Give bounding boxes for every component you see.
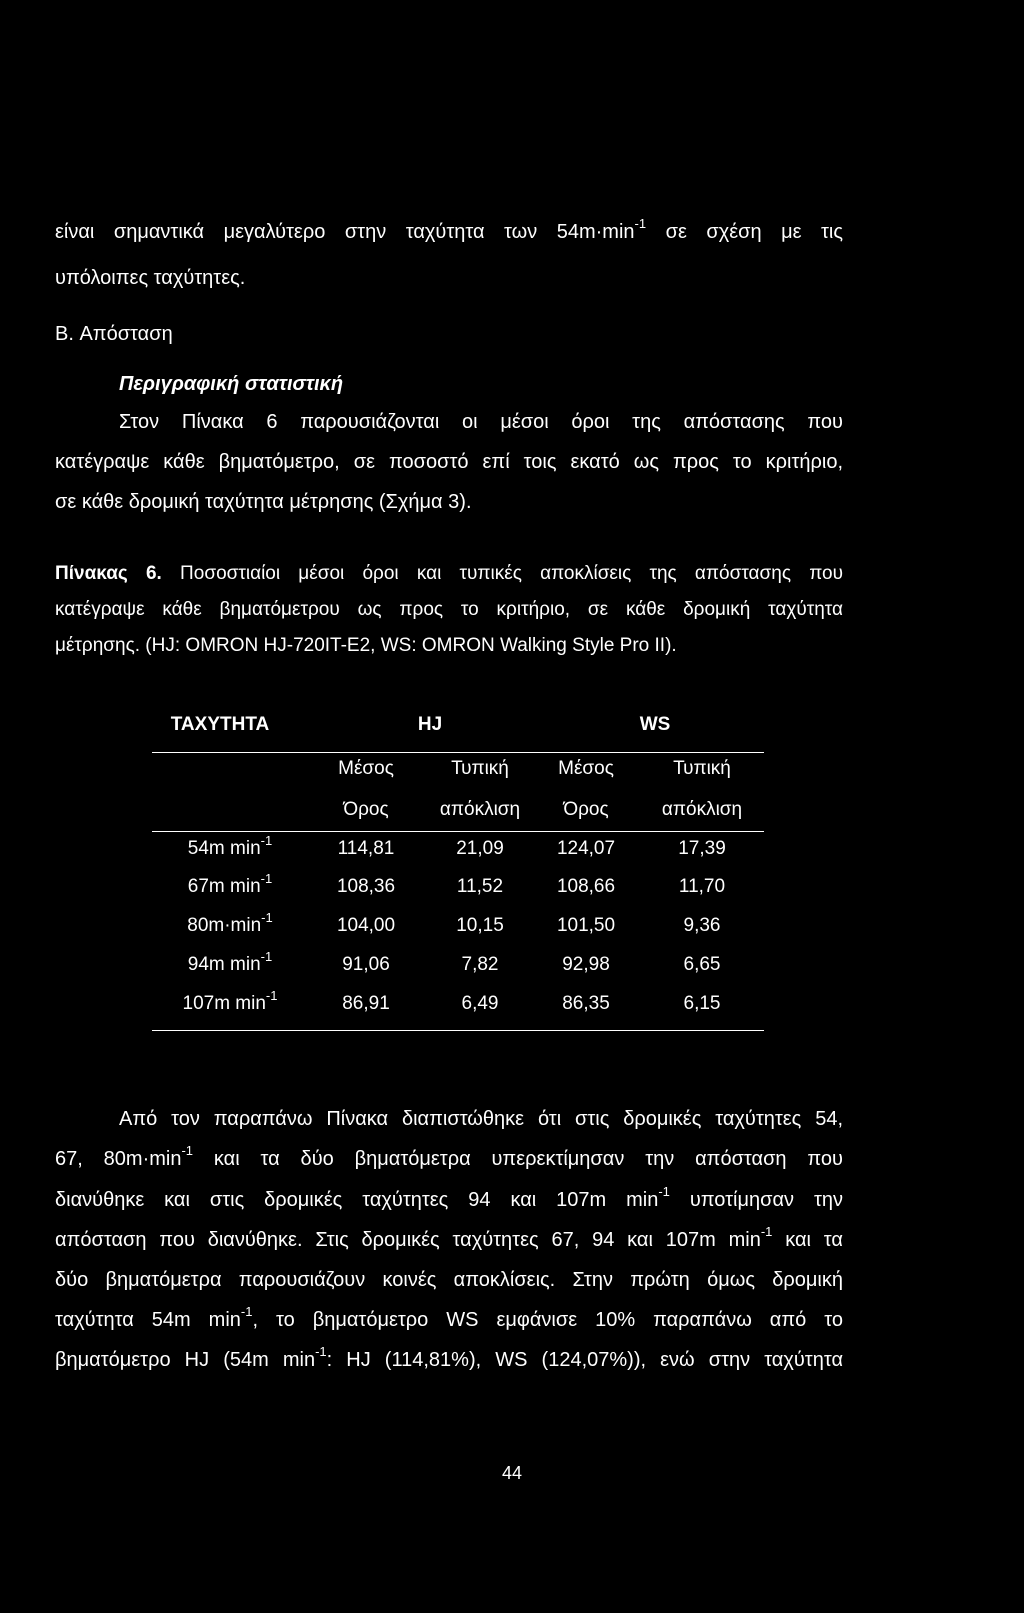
row-3-hj-mean: 104,00 [336, 915, 396, 936]
conclusion-line-3: διανύθηκε και στις δρομικές ταχύτητες 94 και 107m $\min^{-1} \upsilon\pi o\tau ί\mu\eta\sigma\alpha\nu$ την [55, 1184, 843, 1211]
row-5-hj-sd: 6,49 [461, 993, 499, 1014]
row-5-hj-mean: 86,91 [342, 993, 390, 1014]
subheader-ws-mean-2: Όρος [563, 799, 609, 820]
row-1-hj-mean: 114,81 [337, 838, 395, 859]
subsection-heading: Περιγραφική στατιστική [119, 373, 344, 395]
row-2-hj-sd: 11,52 [456, 876, 504, 897]
row-1-ws-sd: 17,39 [678, 838, 726, 859]
conclusion-line-5: δύο βηματόμετρα παρουσιάζουν κοινές αποκλίσεις. Στην πρώτη όμως δρομική [55, 1269, 843, 1291]
subheader-hj-mean-1: Μέσος [338, 758, 394, 779]
row-3-ws-sd: 9,36 [683, 915, 721, 936]
row-3-speed: $80m\cdot\min^{-1}$ [187, 909, 273, 936]
table-caption-line-2: κατέγραψε κάθε βηματόμετρου ως προς το κριτήριο, σε κάθε δρομική ταχύτητα [55, 599, 843, 620]
row-2-speed: 67m $\min^{-1}$ [187, 870, 273, 897]
table-caption-line-1: Πίνακας 6. Ποσοστιαίοι μέσοι όροι και τυπικές αποκλίσεις της απόστασης που [55, 563, 843, 584]
subheader-hj-mean-2: Όρος [343, 799, 389, 820]
subheader-ws-sd-2: απόκλιση [661, 799, 743, 820]
intro-paragraph-line-1: Στον Πίνακα 6 παρουσιάζονται οι μέσοι όροι της απόστασης που [119, 411, 843, 433]
row-1-speed: 54m $\min^{-1}$ [187, 832, 273, 859]
row-3-ws-mean: 101,50 [556, 915, 616, 936]
subheader-ws-sd-1: Τυπική [673, 758, 731, 779]
row-2-ws-sd: 11,70 [678, 876, 726, 897]
row-4-hj-sd: 7,82 [461, 954, 499, 975]
table-caption-label: Πίνακας 6. [55, 563, 162, 584]
table-caption-line-3: μέτρησης. (HJ: OMRON HJ-720IT-E2, WS: OMRON Walking Style Pro II). [55, 635, 677, 656]
conclusion-line-2: 67, $80m\cdot\min^{-1}$ και τα δύο βηματόμετρα υπερεκτίμησαν την απόσταση που [55, 1143, 843, 1170]
row-1-hj-sd: 21,09 [456, 838, 504, 859]
row-4-hj-mean: 91,06 [342, 954, 390, 975]
conclusion-line-1: Από τον παραπάνω Πίνακα διαπιστώθηκε ότι στις δρομικές ταχύτητες 54, [119, 1108, 843, 1130]
header-speed: ΤΑΧΥΤΗΤΑ [170, 714, 270, 735]
section-heading: B. Απόσταση [55, 323, 173, 345]
row-4-speed: 94m $\min^{-1}$ [187, 948, 273, 975]
header-ws: WS [639, 714, 671, 735]
header-hj: HJ [417, 714, 443, 735]
row-5-ws-mean: 86,35 [562, 993, 610, 1014]
page-number: 44 [501, 1463, 523, 1483]
table-rule-top [152, 752, 764, 753]
subheader-hj-sd-2: απόκλιση [439, 799, 521, 820]
top-paragraph-line-1: είναι σημαντικά μεγαλύτερο στην ταχύτητα των $54m\cdot\min^{-1}$ σε σχέση με τις [55, 216, 843, 243]
conclusion-line-6: ταχύτητα 54m $\min^{-1}$, το βηματόμετρο WS εμφάνισε 10% παραπάνω από το [55, 1304, 843, 1331]
intro-paragraph-line-3: σε κάθε δρομική ταχύτητα μέτρησης (Σχήμα 3). [55, 491, 472, 513]
subheader-ws-mean-1: Μέσος [558, 758, 614, 779]
table-rule-middle [152, 831, 764, 832]
subheader-hj-sd-1: Τυπική [451, 758, 509, 779]
row-4-ws-sd: 6,65 [683, 954, 721, 975]
row-5-speed: 107m $\min^{-1}$ [182, 987, 278, 1014]
row-2-hj-mean: 108,36 [336, 876, 396, 897]
row-2-ws-mean: 108,66 [556, 876, 616, 897]
row-5-ws-sd: 6,15 [683, 993, 721, 1014]
row-3-hj-sd: 10,15 [456, 915, 504, 936]
intro-paragraph-line-2: κατέγραψε κάθε βηματόμετρο, σε ποσοστό επί τοις εκατό ως προς το κριτήριο, [55, 451, 843, 473]
top-paragraph-line-2: υπόλοιπες ταχύτητες. [55, 267, 246, 289]
conclusion-line-4: απόσταση που διανύθηκε. Στις δρομικές ταχύτητες 67, 94 και 107m $\min^{-1} \kappa\alpha\iota$ τα [55, 1224, 843, 1251]
conclusion-line-7: βηματόμετρο HJ (54m $\min^{-1}$: HJ (114,81%), WS (124,07%)), ενώ στην ταχύτητα [55, 1344, 844, 1371]
row-4-ws-mean: 92,98 [562, 954, 610, 975]
table-rule-bottom [152, 1030, 764, 1031]
row-1-ws-mean: 124,07 [556, 838, 616, 859]
